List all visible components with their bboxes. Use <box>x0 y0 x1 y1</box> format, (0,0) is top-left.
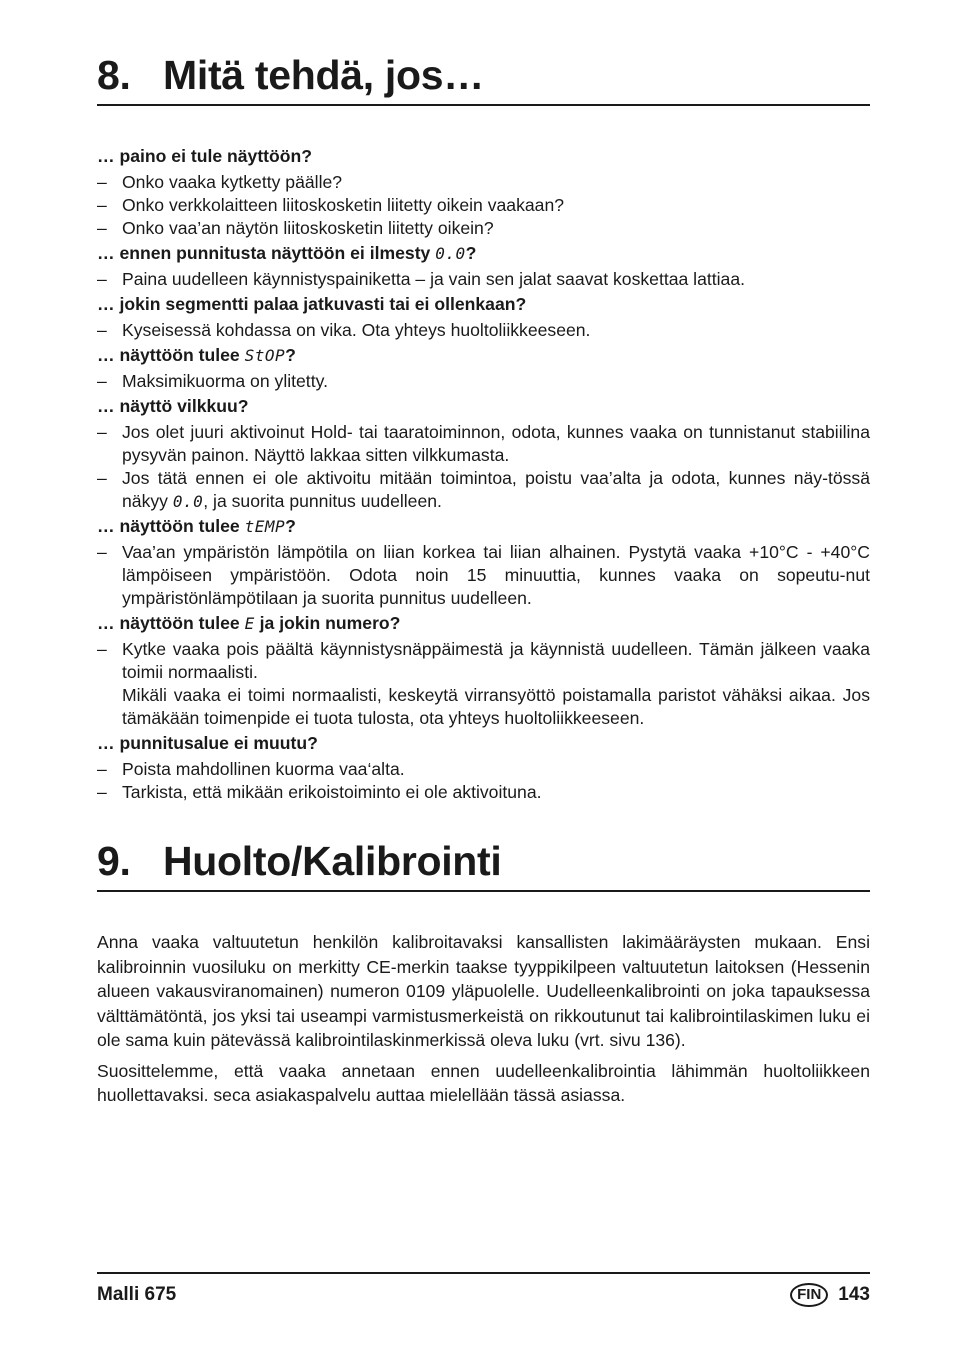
faq-answer: – Maksimikuorma on ylitetty. <box>97 371 328 391</box>
section-title: Huolto/Kalibrointi <box>163 838 502 884</box>
section-9-heading <box>97 838 870 892</box>
faq-question: … näyttöön tulee tEMP? <box>97 516 296 536</box>
section-title: Mitä tehdä, jos… <box>163 52 484 98</box>
section-number: 9. <box>97 838 131 884</box>
faq-answer: – Kytke vaaka pois päältä käynnistysnäppäimestä ja käynnistä uudelleen. Tämän jälkeen vaaka toimii normaalisti. Mikäli vaaka ei toimi normaalisti, keskeytä virransyöttö poistamalla paristot vähäksi aikaa. Jos tämäkään toimenpide ei tuota tulosta, ota yhteys huoltoliikkeeseen. <box>97 639 870 728</box>
faq-answer: – Vaa’an ympäristön lämpötila on liian korkea tai liian alhainen. Pystytä vaaka +10°C - +40°C lämpöiseen ympäristöön. Odota noin 15 minuuttia, kunnes vaaka on sopeutu-nut ympäristönlämpötilaan ja suorita punnitus uudelleen. <box>97 542 870 608</box>
faq-answer: – Onko vaa’an näytön liitoskosketin liitetty oikein? <box>97 218 494 238</box>
page-number: 143 <box>838 1284 870 1305</box>
faq-answer: – Tarkista, että mikään erikoistoiminto ei ole aktivoituna. <box>97 782 542 802</box>
section-number: 8. <box>97 52 131 98</box>
faq-question: … näyttö vilkkuu? <box>97 396 249 416</box>
faq-question: … punnitusalue ei muutu? <box>97 733 318 753</box>
display-symbol: 0.0 <box>435 244 466 263</box>
faq-answer: – Kyseisessä kohdassa on vika. Ota yhteys huoltoliikkeeseen. <box>97 320 591 340</box>
paragraph: Suosittelemme, että vaaka annetaan ennen uudelleenkalibrointia lähimmän huoltoliikkeen huollettavaksi. seca asiakaspalvelu auttaa mielellään tässä asiassa. <box>97 1060 870 1105</box>
faq-question: … näyttöön tulee E ja jokin numero? <box>97 613 401 633</box>
display-symbol: StOP <box>244 346 286 365</box>
faq-list <box>97 143 870 804</box>
faq-answer: – Paina uudelleen käynnistyspainiketta – ja vain sen jalat saavat koskettaa lattiaa. <box>97 269 746 289</box>
faq-question: … näyttöön tulee StOP? <box>97 345 296 365</box>
faq-answer: – Onko verkkolaitteen liitoskosketin liitetty oikein vaakaan? <box>97 195 565 215</box>
faq-answer: – Poista mahdollinen kuorma vaa‘alta. <box>97 759 405 779</box>
faq-answer: – Jos tätä ennen ei ole aktivoitu mitään toimintoa, poistu vaa’alta ja odota, kunnes näy-tössä näkyy 0.0, ja suorita punnitus uudelleen. <box>97 468 870 511</box>
faq-answer: – Jos olet juuri aktivoinut Hold- tai taaratoiminnon, odota, kunnes vaaka on tunnistanut stabiilina pysyvän painon. Näyttö lakkaa sitten vilkkumasta. <box>97 422 870 465</box>
display-symbol: 0.0 <box>172 492 204 511</box>
paragraph: Anna vaaka valtuutetun henkilön kalibroitavaksi kansallisten lakimääräysten mukaan. Ensi kalibroinnin vuosiluku on merkitty CE-merkin taakse tyyppikilpeen valtuutetun laitoksen (Hessenin alueen vakausviranomainen) numeron 0109 yläpuolelle. Uudelleenkalibrointi on joka tapauksessa välttämätöntä, jos yksi tai useampi varmistusmerkeistä on rikkoutunut tai kalibrointilaskimen luku ei ole sama kuin pätevässä kalibrointilaskinmerkissä oleva luku (vrt. sivu 136). <box>97 932 870 1050</box>
faq-answer: – Onko vaaka kytketty päälle? <box>97 172 343 192</box>
display-symbol: E <box>244 614 255 633</box>
calibration-text <box>97 930 870 1114</box>
display-symbol: tEMP <box>244 517 286 536</box>
language-badge: FIN <box>790 1283 828 1307</box>
faq-question: … ennen punnitusta näyttöön ei ilmesty 0.0? <box>97 243 477 263</box>
page-footer <box>97 1272 870 1307</box>
faq-question: … paino ei tule näyttöön? <box>97 146 313 166</box>
model-label: Malli 675 <box>97 1284 177 1305</box>
section-8-heading <box>97 52 870 106</box>
faq-question: … jokin segmentti palaa jatkuvasti tai ei ollenkaan? <box>97 294 527 314</box>
